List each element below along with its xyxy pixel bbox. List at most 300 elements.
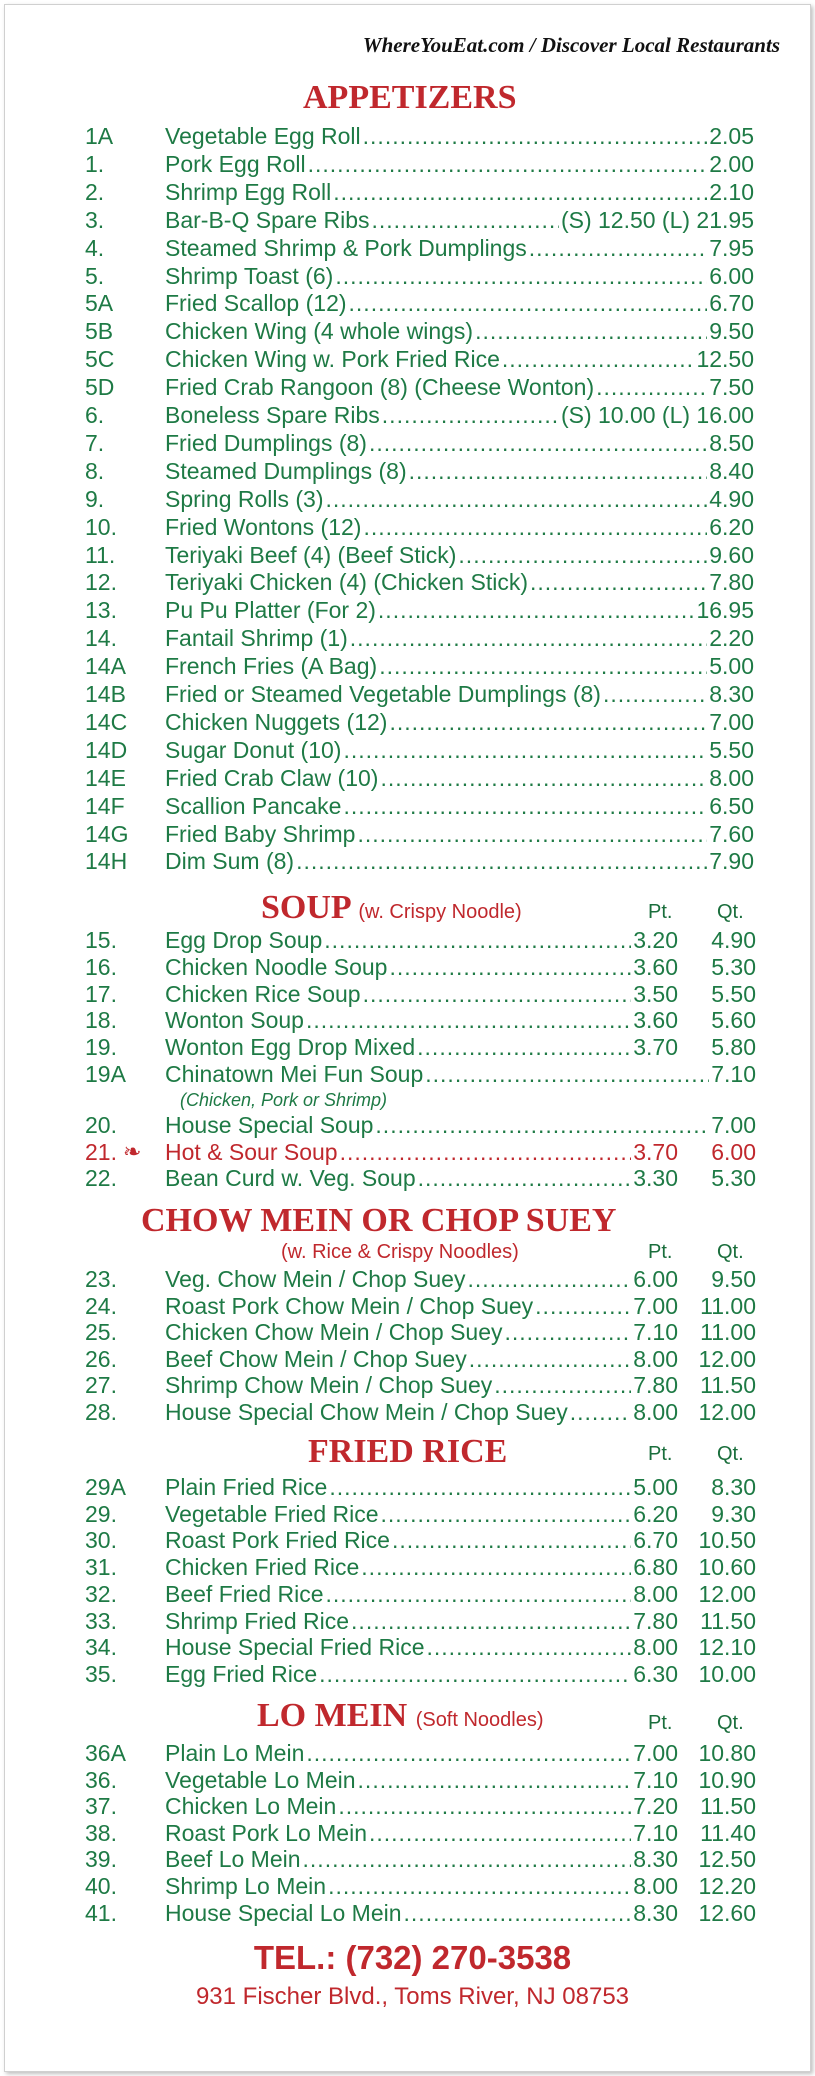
item-name: Fried Crab Claw (10) bbox=[165, 764, 379, 791]
item-name: Fried Wontons (12) bbox=[165, 513, 362, 540]
item-name: Steamed Shrimp & Pork Dumplings bbox=[165, 234, 527, 261]
item-number: 40. bbox=[85, 1873, 117, 1899]
appetizer-row bbox=[5, 151, 815, 179]
item-number: 20. bbox=[85, 1111, 117, 1138]
pint-price: 6.20 bbox=[633, 1500, 678, 1527]
item-number: 14F bbox=[85, 792, 125, 819]
item-number: 6. bbox=[85, 402, 105, 428]
item-number: 13. bbox=[85, 597, 117, 624]
item-number: 12. bbox=[85, 569, 117, 596]
appetizer-row bbox=[5, 179, 815, 207]
item-number: 38. bbox=[85, 1819, 117, 1846]
quart-price: 11.50 bbox=[700, 1372, 756, 1398]
item-line bbox=[165, 1034, 678, 1061]
soup-row bbox=[5, 1061, 815, 1089]
quart-price: 7.00 bbox=[711, 1111, 756, 1138]
item-price: 7.80 bbox=[709, 569, 754, 596]
item-name: Shrimp Toast (6) bbox=[165, 262, 334, 289]
pint-price: 7.00 bbox=[633, 1740, 678, 1766]
item-price: 8.50 bbox=[709, 429, 754, 456]
leader-dots bbox=[389, 954, 631, 981]
leader-dots bbox=[369, 430, 707, 457]
item-line bbox=[165, 1346, 678, 1373]
item-number: 36A bbox=[85, 1740, 126, 1766]
pint-price: 7.10 bbox=[633, 1319, 678, 1345]
pint-price: 7.80 bbox=[633, 1372, 678, 1398]
item-line bbox=[165, 1661, 678, 1688]
item-line bbox=[165, 709, 754, 736]
item-name: House Special Chow Mein / Chop Suey bbox=[165, 1398, 568, 1425]
item-number: 5B bbox=[85, 318, 114, 345]
item-line bbox=[165, 1581, 678, 1608]
quart-price: 10.90 bbox=[698, 1766, 756, 1793]
item-number: 7. bbox=[85, 429, 105, 456]
item-price: 5.50 bbox=[709, 736, 754, 763]
appetizer-row bbox=[5, 458, 815, 486]
friedrice-row bbox=[5, 1554, 815, 1582]
item-name: Sugar Donut (10) bbox=[165, 736, 342, 763]
item-price: 8.40 bbox=[709, 457, 754, 484]
item-name: Fried Baby Shrimp bbox=[165, 820, 356, 847]
item-number: 14A bbox=[85, 653, 126, 680]
item-line bbox=[165, 1372, 678, 1399]
item-number: 14G bbox=[85, 820, 129, 847]
item-price: 7.60 bbox=[709, 820, 754, 847]
leader-dots bbox=[361, 1554, 631, 1581]
item-name: Chicken Wing (4 whole wings) bbox=[165, 318, 474, 345]
leader-dots bbox=[303, 1846, 632, 1873]
quart-price: 8.30 bbox=[711, 1474, 756, 1500]
appetizer-row bbox=[5, 374, 815, 402]
item-line bbox=[165, 927, 678, 954]
quart-price: 12.00 bbox=[698, 1345, 756, 1372]
friedrice-row bbox=[5, 1581, 815, 1609]
item-line bbox=[165, 1474, 678, 1501]
item-price: 2.00 bbox=[709, 150, 754, 177]
item-line bbox=[165, 848, 754, 875]
item-line bbox=[165, 1634, 678, 1661]
item-number: 14. bbox=[85, 625, 117, 652]
item-name: Dim Sum (8) bbox=[165, 848, 295, 875]
leader-dots bbox=[349, 290, 708, 317]
item-name: Chicken Rice Soup bbox=[165, 980, 361, 1007]
leader-dots bbox=[502, 346, 695, 373]
appetizer-row bbox=[5, 848, 815, 876]
quart-price: 11.50 bbox=[700, 1793, 756, 1820]
appetizer-row bbox=[5, 765, 815, 793]
item-line bbox=[165, 542, 754, 569]
item-line bbox=[165, 1112, 756, 1139]
leader-dots bbox=[535, 1293, 631, 1320]
item-number: 14E bbox=[85, 764, 126, 791]
item-name: Wonton Soup bbox=[165, 1007, 304, 1034]
appetizer-row bbox=[5, 430, 815, 458]
item-number: 37. bbox=[85, 1793, 117, 1820]
chow-pt-header: Pt. bbox=[648, 1241, 673, 1263]
item-name: Pu Pu Platter (For 2) bbox=[165, 597, 376, 624]
item-line bbox=[165, 1608, 678, 1635]
item-price: 8.30 bbox=[709, 681, 754, 707]
leader-dots bbox=[335, 263, 707, 290]
item-line bbox=[165, 981, 678, 1008]
appetizer-row bbox=[5, 235, 815, 263]
soup-row bbox=[5, 1034, 815, 1062]
leader-dots bbox=[308, 151, 708, 178]
leader-dots bbox=[319, 1661, 631, 1688]
item-line bbox=[165, 514, 754, 541]
item-line bbox=[165, 821, 754, 848]
appetizer-row bbox=[5, 207, 815, 235]
leader-dots bbox=[404, 1900, 632, 1927]
item-number: 39. bbox=[85, 1846, 117, 1873]
leader-dots bbox=[372, 207, 559, 234]
item-price: 6.50 bbox=[709, 792, 754, 819]
pint-price: 3.60 bbox=[633, 1007, 678, 1034]
item-line bbox=[165, 430, 754, 457]
item-number: 29A bbox=[85, 1474, 126, 1500]
item-line bbox=[165, 1793, 678, 1820]
item-line bbox=[165, 179, 754, 206]
item-name: House Special Fried Rice bbox=[165, 1634, 425, 1661]
quart-price: 10.50 bbox=[698, 1527, 756, 1554]
leader-dots bbox=[329, 1474, 631, 1501]
item-price: 6.70 bbox=[709, 290, 754, 317]
leader-dots bbox=[392, 1527, 631, 1554]
leader-dots bbox=[378, 597, 695, 624]
lomein-subtitle: (Soft Noodles) bbox=[415, 1709, 544, 1731]
appetizer-row bbox=[5, 569, 815, 597]
soup-row bbox=[5, 927, 815, 955]
soup-row bbox=[5, 981, 815, 1009]
leader-dots bbox=[494, 1372, 631, 1399]
item-line bbox=[165, 1061, 756, 1088]
appetizer-row bbox=[5, 821, 815, 849]
leader-dots bbox=[326, 1581, 632, 1608]
item-number: 14D bbox=[85, 736, 128, 763]
chow-row bbox=[5, 1266, 815, 1294]
item-name: Egg Drop Soup bbox=[165, 927, 323, 953]
item-price: 7.50 bbox=[709, 374, 754, 401]
quart-price: 9.50 bbox=[711, 1266, 756, 1292]
address: 931 Fischer Blvd., Toms River, NJ 08753 bbox=[195, 1983, 630, 2010]
soup-row bbox=[5, 954, 815, 982]
appetizer-row bbox=[5, 486, 815, 514]
item-name: Vegetable Fried Rice bbox=[165, 1500, 379, 1527]
item-number: 30. bbox=[85, 1527, 117, 1554]
item-name: Vegetable Lo Mein bbox=[165, 1766, 356, 1793]
leader-dots bbox=[409, 458, 708, 485]
item-price: 7.90 bbox=[709, 848, 754, 875]
item-line bbox=[165, 1820, 678, 1847]
item-number: 19A bbox=[85, 1061, 126, 1087]
leader-dots bbox=[326, 486, 708, 513]
leader-dots bbox=[363, 981, 632, 1008]
item-price: 2.05 bbox=[709, 123, 754, 149]
item-name: House Special Lo Mein bbox=[165, 1899, 402, 1926]
leader-dots bbox=[340, 1139, 632, 1166]
item-name: Chinatown Mei Fun Soup bbox=[165, 1061, 424, 1087]
chow-row bbox=[5, 1399, 815, 1427]
pint-price: 7.20 bbox=[633, 1793, 678, 1820]
item-line bbox=[165, 1740, 678, 1767]
item-line bbox=[165, 1007, 678, 1034]
leader-dots bbox=[603, 681, 707, 708]
leader-dots bbox=[505, 1319, 632, 1346]
item-name: Fried Scallop (12) bbox=[165, 290, 347, 317]
quart-price: 12.60 bbox=[698, 1899, 756, 1926]
site-banner: WhereYouEat.com / Discover Local Restaurants bbox=[362, 33, 780, 57]
chili-pepper-icon: ❧ bbox=[123, 1138, 142, 1164]
item-number: 16. bbox=[85, 953, 117, 980]
leader-dots bbox=[351, 1608, 631, 1635]
item-number: 14H bbox=[85, 848, 128, 875]
item-number: 33. bbox=[85, 1607, 117, 1634]
item-line bbox=[165, 1319, 678, 1346]
item-number: 27. bbox=[85, 1372, 117, 1398]
appetizers-heading: APPETIZERS bbox=[303, 79, 517, 116]
leader-dots bbox=[350, 625, 707, 652]
item-line bbox=[165, 1846, 678, 1873]
item-price: (S) 12.50 (L) 21.95 bbox=[560, 206, 754, 233]
appetizer-row bbox=[5, 709, 815, 737]
soup-pt-header: Pt. bbox=[648, 901, 673, 923]
lomein-row bbox=[5, 1740, 815, 1768]
pint-price: 8.00 bbox=[633, 1634, 678, 1661]
item-line bbox=[165, 1501, 678, 1528]
item-number: 5. bbox=[85, 262, 105, 289]
item-line bbox=[165, 1139, 678, 1166]
quart-price: 11.00 bbox=[700, 1319, 756, 1345]
leader-dots bbox=[328, 1873, 631, 1900]
item-line bbox=[165, 737, 754, 764]
soup-note: (Chicken, Pork or Shrimp) bbox=[180, 1090, 388, 1110]
chow-heading: CHOW MEIN OR CHOP SUEY bbox=[141, 1202, 617, 1239]
leader-dots bbox=[338, 1793, 631, 1820]
item-number: 29. bbox=[85, 1500, 117, 1527]
item-line bbox=[165, 374, 754, 401]
pint-price: 8.00 bbox=[633, 1873, 678, 1899]
quart-price: 12.10 bbox=[698, 1634, 756, 1661]
leader-dots bbox=[343, 737, 707, 764]
item-name: Fantail Shrimp (1) bbox=[165, 625, 348, 652]
leader-dots bbox=[382, 402, 559, 429]
leader-dots bbox=[363, 123, 708, 150]
item-line bbox=[165, 1165, 678, 1192]
item-name: Shrimp Fried Rice bbox=[165, 1607, 350, 1634]
item-line bbox=[165, 1266, 678, 1293]
quart-price: 5.80 bbox=[711, 1034, 756, 1061]
item-price: 4.90 bbox=[709, 485, 754, 512]
leader-dots bbox=[417, 1034, 631, 1061]
pint-price: 8.30 bbox=[633, 1846, 678, 1873]
leader-dots bbox=[324, 927, 631, 954]
item-number: 24. bbox=[85, 1292, 117, 1319]
quart-price: 5.60 bbox=[711, 1007, 756, 1034]
leader-dots bbox=[469, 1346, 632, 1373]
pint-price: 6.80 bbox=[633, 1554, 678, 1581]
quart-price: 5.50 bbox=[711, 980, 756, 1007]
leader-dots bbox=[425, 1061, 709, 1088]
item-name: Steamed Dumplings (8) bbox=[165, 457, 407, 484]
item-number: 25. bbox=[85, 1319, 117, 1345]
item-price: 7.00 bbox=[709, 708, 754, 735]
item-line bbox=[165, 486, 754, 513]
pint-price: 8.00 bbox=[633, 1345, 678, 1372]
leader-dots bbox=[467, 1266, 631, 1293]
item-number: 4. bbox=[85, 234, 105, 261]
item-name: Pork Egg Roll bbox=[165, 150, 306, 177]
leader-dots bbox=[357, 821, 707, 848]
item-number: 14C bbox=[85, 708, 128, 735]
appetizer-row bbox=[5, 290, 815, 318]
item-line bbox=[165, 318, 754, 345]
lomein-row bbox=[5, 1820, 815, 1848]
item-name: Fried Dumplings (8) bbox=[165, 429, 367, 456]
item-line bbox=[165, 681, 754, 708]
friedrice-qt-header: Qt. bbox=[717, 1443, 744, 1465]
item-line bbox=[165, 1527, 678, 1554]
soup-title: SOUP bbox=[261, 889, 350, 926]
item-number: 14B bbox=[85, 681, 126, 707]
lomein-title: LO MEIN bbox=[257, 1697, 408, 1734]
lomein-row bbox=[5, 1846, 815, 1874]
lomein-pt-header: Pt. bbox=[648, 1712, 673, 1734]
item-name: Roast Pork Fried Rice bbox=[165, 1527, 390, 1554]
item-name: Shrimp Egg Roll bbox=[165, 178, 332, 205]
leader-dots bbox=[358, 1767, 632, 1794]
appetizer-row bbox=[5, 318, 815, 346]
leader-dots bbox=[529, 235, 707, 262]
soup-row bbox=[5, 1139, 815, 1167]
item-number: 31. bbox=[85, 1554, 117, 1581]
item-line bbox=[165, 1767, 678, 1794]
quart-price: 6.00 bbox=[711, 1138, 756, 1165]
item-name: Teriyaki Beef (4) (Beef Stick) bbox=[165, 541, 457, 568]
friedrice-row bbox=[5, 1634, 815, 1662]
item-line bbox=[165, 597, 754, 624]
item-number: 26. bbox=[85, 1345, 117, 1372]
item-name: Chicken Fried Rice bbox=[165, 1554, 360, 1581]
quart-price: 10.60 bbox=[698, 1554, 756, 1581]
appetizer-row bbox=[5, 402, 815, 430]
item-line bbox=[165, 625, 754, 652]
item-line bbox=[165, 1399, 678, 1426]
item-name: Teriyaki Chicken (4) (Chicken Stick) bbox=[165, 569, 528, 596]
item-line bbox=[165, 954, 678, 981]
item-price: 2.20 bbox=[709, 625, 754, 652]
leader-dots bbox=[306, 1740, 631, 1767]
quart-price: 12.50 bbox=[698, 1846, 756, 1873]
telephone: TEL.: (732) 270-3538 bbox=[253, 1939, 572, 1976]
item-name: Egg Fried Rice bbox=[165, 1660, 318, 1687]
pint-price: 7.00 bbox=[633, 1292, 678, 1319]
appetizer-row bbox=[5, 514, 815, 542]
item-number: 5A bbox=[85, 290, 114, 317]
lomein-row bbox=[5, 1767, 815, 1795]
quart-price: 11.50 bbox=[700, 1607, 756, 1634]
leader-dots bbox=[369, 1820, 631, 1847]
item-line bbox=[165, 569, 754, 596]
item-name: Plain Fried Rice bbox=[165, 1474, 328, 1500]
item-name: Beef Fried Rice bbox=[165, 1580, 324, 1607]
item-name: Boneless Spare Ribs bbox=[165, 402, 380, 428]
pint-price: 6.70 bbox=[633, 1527, 678, 1554]
pint-price: 3.70 bbox=[633, 1138, 678, 1165]
item-number: 23. bbox=[85, 1266, 117, 1292]
leader-dots bbox=[379, 653, 707, 680]
friedrice-heading: FRIED RICE bbox=[308, 1433, 508, 1470]
appetizer-row bbox=[5, 625, 815, 653]
item-name: Chicken Wing w. Pork Fried Rice bbox=[165, 346, 500, 373]
item-price: 12.50 bbox=[696, 346, 754, 373]
pint-price: 6.00 bbox=[633, 1266, 678, 1292]
leader-dots bbox=[418, 1165, 632, 1192]
item-number: 36. bbox=[85, 1766, 117, 1793]
item-line bbox=[165, 1873, 678, 1900]
item-number: 1A bbox=[85, 123, 114, 149]
item-number: 22. bbox=[85, 1165, 117, 1192]
item-price: 5.00 bbox=[709, 653, 754, 680]
quart-price: 9.30 bbox=[711, 1500, 756, 1527]
item-name: Plain Lo Mein bbox=[165, 1740, 305, 1766]
chow-row bbox=[5, 1319, 815, 1347]
soup-qt-header: Qt. bbox=[717, 901, 744, 923]
chow-row bbox=[5, 1346, 815, 1374]
item-number: 18. bbox=[85, 1007, 117, 1034]
lomein-heading bbox=[257, 1697, 544, 1735]
pint-price: 7.80 bbox=[633, 1607, 678, 1634]
item-price: 6.00 bbox=[709, 262, 754, 289]
quart-price: 12.20 bbox=[698, 1873, 756, 1899]
item-line bbox=[165, 290, 754, 317]
leader-dots bbox=[475, 318, 707, 345]
item-number: 41. bbox=[85, 1899, 117, 1926]
item-price: 9.60 bbox=[709, 541, 754, 568]
soup-row bbox=[5, 1165, 815, 1193]
item-price: 6.20 bbox=[709, 513, 754, 540]
item-number: 19. bbox=[85, 1034, 117, 1061]
menu-page bbox=[4, 4, 811, 2072]
leader-dots bbox=[381, 1501, 632, 1528]
item-name: Shrimp Chow Mein / Chop Suey bbox=[165, 1372, 493, 1398]
appetizer-row bbox=[5, 597, 815, 625]
pint-price: 3.70 bbox=[633, 1034, 678, 1061]
appetizer-row bbox=[5, 542, 815, 570]
chow-row bbox=[5, 1293, 815, 1321]
friedrice-row bbox=[5, 1474, 815, 1502]
item-number: 35. bbox=[85, 1660, 117, 1687]
quart-price: 12.00 bbox=[698, 1580, 756, 1607]
item-price: (S) 10.00 (L) 16.00 bbox=[560, 402, 754, 428]
item-name: Fried Crab Rangoon (8) (Cheese Wonton) bbox=[165, 374, 595, 401]
item-name: Bar-B-Q Spare Ribs bbox=[165, 206, 370, 233]
item-name: Roast Pork Lo Mein bbox=[165, 1819, 367, 1846]
item-name: Chicken Nuggets (12) bbox=[165, 708, 388, 735]
item-price: 7.95 bbox=[709, 234, 754, 261]
item-name: Scallion Pancake bbox=[165, 792, 342, 819]
leader-dots bbox=[375, 1112, 709, 1139]
item-number: 34. bbox=[85, 1634, 117, 1661]
soup-row bbox=[5, 1007, 815, 1035]
item-line bbox=[165, 458, 754, 485]
item-name: French Fries (A Bag) bbox=[165, 653, 378, 680]
chow-qt-header: Qt. bbox=[717, 1241, 744, 1263]
appetizer-row bbox=[5, 793, 815, 821]
item-name: Chicken Chow Mein / Chop Suey bbox=[165, 1319, 503, 1345]
leader-dots bbox=[596, 374, 707, 401]
quart-price: 5.30 bbox=[711, 1165, 756, 1192]
item-line bbox=[165, 235, 754, 262]
